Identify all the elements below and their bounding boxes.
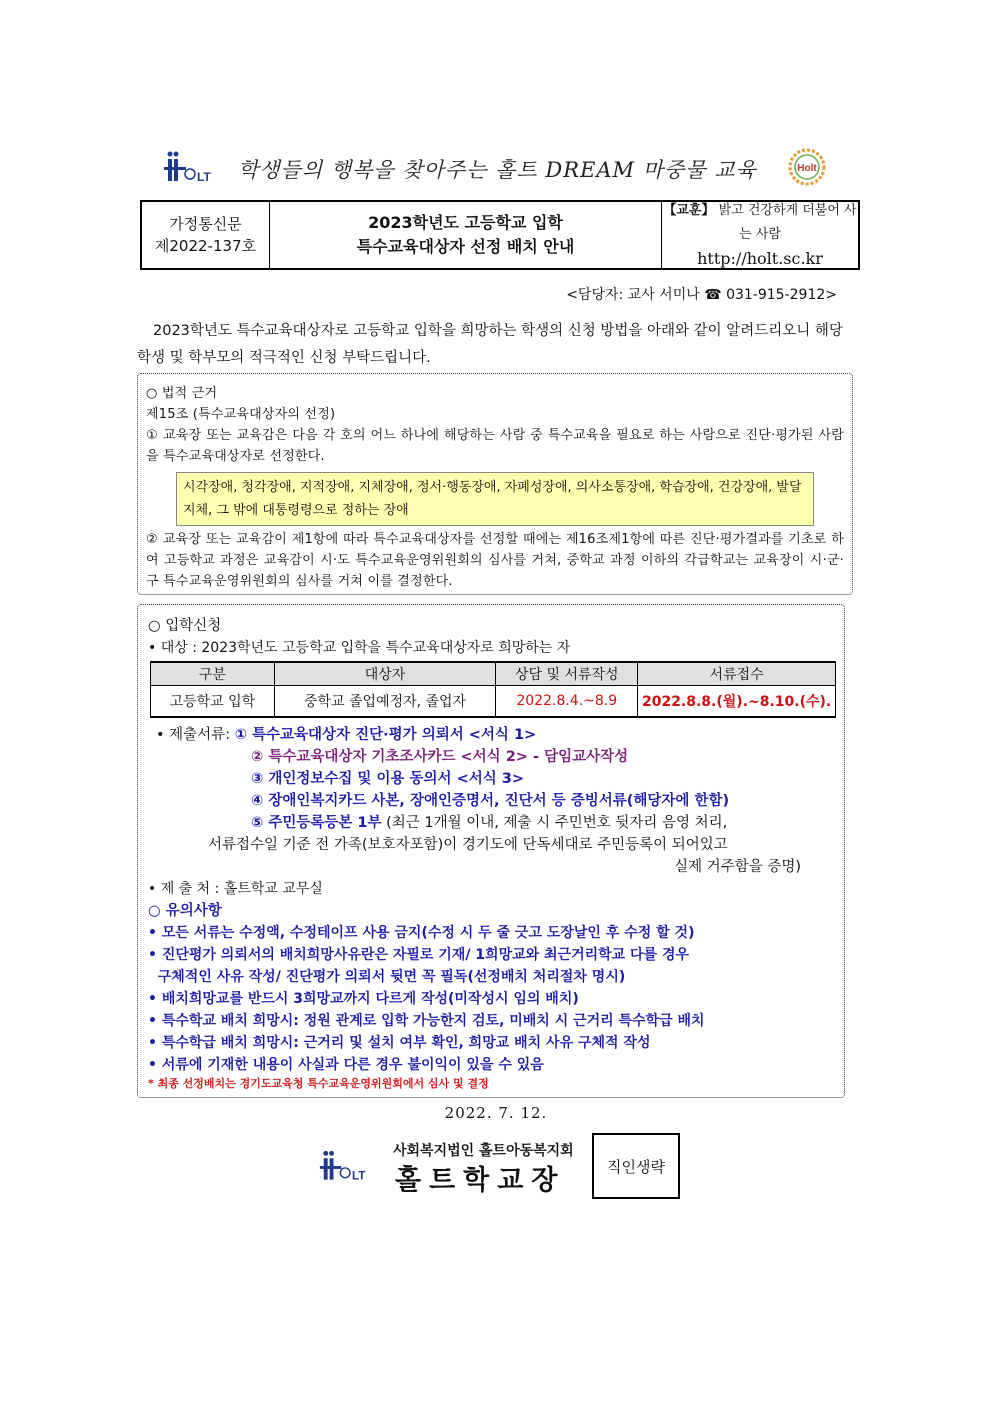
contact-info: <담당자: 교사 서미나 ☎ 031-915-2912> — [566, 287, 837, 303]
svg-text:LT: LT — [351, 1169, 366, 1183]
svg-text:LT: LT — [197, 170, 211, 184]
principal-title: 홀트학교장 — [395, 1165, 566, 1196]
schedule-table — [150, 661, 836, 718]
newsletter-label: 가정통신문 — [169, 215, 242, 233]
table-header: 서류접수 — [638, 662, 836, 686]
doc-item-3: ③ 개인정보수집 및 이용 동의서 <서식 3> — [251, 771, 525, 787]
admission-heading: ○ 입학신청 — [148, 618, 222, 634]
submission-period-cell: 2022.8.8.(월).~8.10.(수). — [638, 686, 836, 718]
header-banner — [160, 148, 830, 188]
doc-item-5-detail-line3: 실제 거주함을 증명) — [674, 859, 801, 875]
note-item: • 특수학급 배치 희망시: 근거리 및 설치 여부 확인, 희망교 배치 사유 구체적 작성 — [148, 1035, 651, 1051]
table-cell: 고등학교 입학 — [151, 686, 275, 718]
legal-heading: ○ 법적 근거 — [146, 386, 218, 401]
doc-item-4: ④ 장애인복지카드 사본, 장애인증명서, 진단서 등 증빙서류(해당자에 한함) — [251, 793, 730, 809]
holt-logo-icon — [160, 150, 232, 184]
admission-box — [137, 604, 845, 1098]
school-motto: 밝고 건강하게 더불어 사는 사람 — [714, 203, 857, 242]
table-header: 대상자 — [274, 662, 496, 686]
holt-badge-icon — [788, 148, 826, 186]
motto-cell — [662, 202, 858, 268]
submit-place: • 제 출 처 : 홀트학교 교무실 — [148, 881, 323, 897]
table-cell: 중학교 졸업예정자, 졸업자 — [274, 686, 496, 718]
school-slogan: 학생들의 행복을 찾아주는 홀트 DREAM 마중물 교육 — [238, 158, 757, 182]
admission-target: • 대상 : 2023학년도 고등학교 입학을 특수교육대상자로 희망하는 자 — [148, 640, 571, 656]
note-item: • 모든 서류는 수정액, 수정테이프 사용 금지(수정 시 두 줄 긋고 도장날인 후 수정 할 것) — [148, 925, 695, 941]
motto-tag: 【교훈】 — [663, 203, 715, 218]
legal-clause2: ② 교육장 또는 교육감이 제1항에 따라 특수교육대상자를 선정할 때에는 제16조제1항에 따른 진단·평가결과를 기초로 하여 고등학교 과정은 교육감이 시·도 특수교육운영위원회의 심사를 거쳐, 중학교 과정 이하의 각급학교는 교육장이 시·군·구 특수교육운영위원회의 심사를 거쳐 이를 결정한다. — [146, 532, 844, 589]
disability-list: 시각장애, 청각장애, 지적장애, 지체장애, 정서·행동장애, 자폐성장애, 의사소통장애, 학습장애, 건강장애, 발달지체, 그 밖에 대통령령으로 정하는 장애 — [176, 472, 814, 526]
note-item: • 진단평가 의뢰서의 배치희망사유란은 자필로 기재/ 1희망교와 최근거리학교 다를 경우 — [148, 947, 690, 963]
legal-clause1: ① 교육장 또는 교육감은 다음 각 호의 어느 하나에 해당하는 사람 중 특수교육을 필요로 하는 사람으로 진단·평가된 사람을 특수교육대상자로 선정한다. — [146, 428, 844, 464]
intro-paragraph: 2023학년도 특수교육대상자로 고등학교 입학을 희망하는 학생의 신청 방법을 아래와 같이 알려드리오니 해당 학생 및 학부모의 적극적인 신청 부탁드립니다. — [137, 323, 843, 366]
doc-item-5-detail: (최근 1개월 이내, 제출 시 주민번호 뒷자리 음영 처리, — [381, 815, 728, 831]
legal-basis-box — [137, 373, 853, 595]
holt-logo-icon — [316, 1148, 386, 1184]
seal-box: 직인생략 — [592, 1133, 680, 1199]
docs-label: • 제출서류: — [156, 727, 235, 743]
doc-item-1: ① 특수교육대상자 진단·평가 의뢰서 <서식 1> — [234, 727, 537, 743]
table-header: 상담 및 서류작성 — [496, 662, 638, 686]
title-cell — [270, 202, 662, 268]
title-table — [140, 200, 860, 270]
table-header: 구분 — [151, 662, 275, 686]
consult-period-cell: 2022.8.4.~8.9 — [496, 686, 638, 718]
note-item: • 특수학교 배치 희망시: 정원 관계로 입학 가능한지 검토, 미배치 시 근거리 특수학급 배치 — [148, 1013, 705, 1029]
doc-item-5-detail-line2: 서류접수일 기준 전 가족(보호자포함)이 경기도에 단독세대로 주민등록이 되어있고 — [208, 837, 728, 853]
final-note: * 최종 선정배치는 경기도교육청 특수교육운영위원회에서 심사 및 결정 — [148, 1077, 489, 1090]
newsletter-number: 제2022-137호 — [154, 237, 257, 255]
note-item: 구체적인 사유 작성/ 진단평가 의뢰서 뒷면 꼭 필독(선정배치 처리절차 명시) — [148, 969, 626, 985]
newsletter-cell — [142, 202, 270, 268]
title-line1: 2023학년도 고등학교 입학 — [368, 213, 563, 232]
issue-date: 2022. 7. 12. — [444, 1104, 548, 1122]
school-url[interactable]: http://holt.sc.kr — [697, 249, 823, 268]
legal-article: 제15조 (특수교육대상자의 선정) — [146, 407, 336, 422]
doc-item-5: ⑤ 주민등록등본 1부 — [251, 815, 382, 831]
table-row — [151, 686, 836, 718]
notes-heading: ○ 유의사항 — [148, 903, 222, 919]
organization-name: 사회복지법인 홀트아동복지회 — [393, 1143, 574, 1159]
note-item: • 배치희망교를 반드시 3희망교까지 다르게 작성(미작성시 임의 배치) — [148, 991, 579, 1007]
svg-text:Holt: Holt — [797, 163, 817, 174]
table-header-row — [151, 662, 836, 686]
title-line2: 특수교육대상자 선정 배치 안내 — [356, 237, 575, 256]
doc-item-2: ② 특수교육대상자 기초조사카드 <서식 2> - 담임교사작성 — [251, 749, 629, 765]
note-item: • 서류에 기재한 내용이 사실과 다른 경우 불이익이 있을 수 있음 — [148, 1057, 544, 1073]
